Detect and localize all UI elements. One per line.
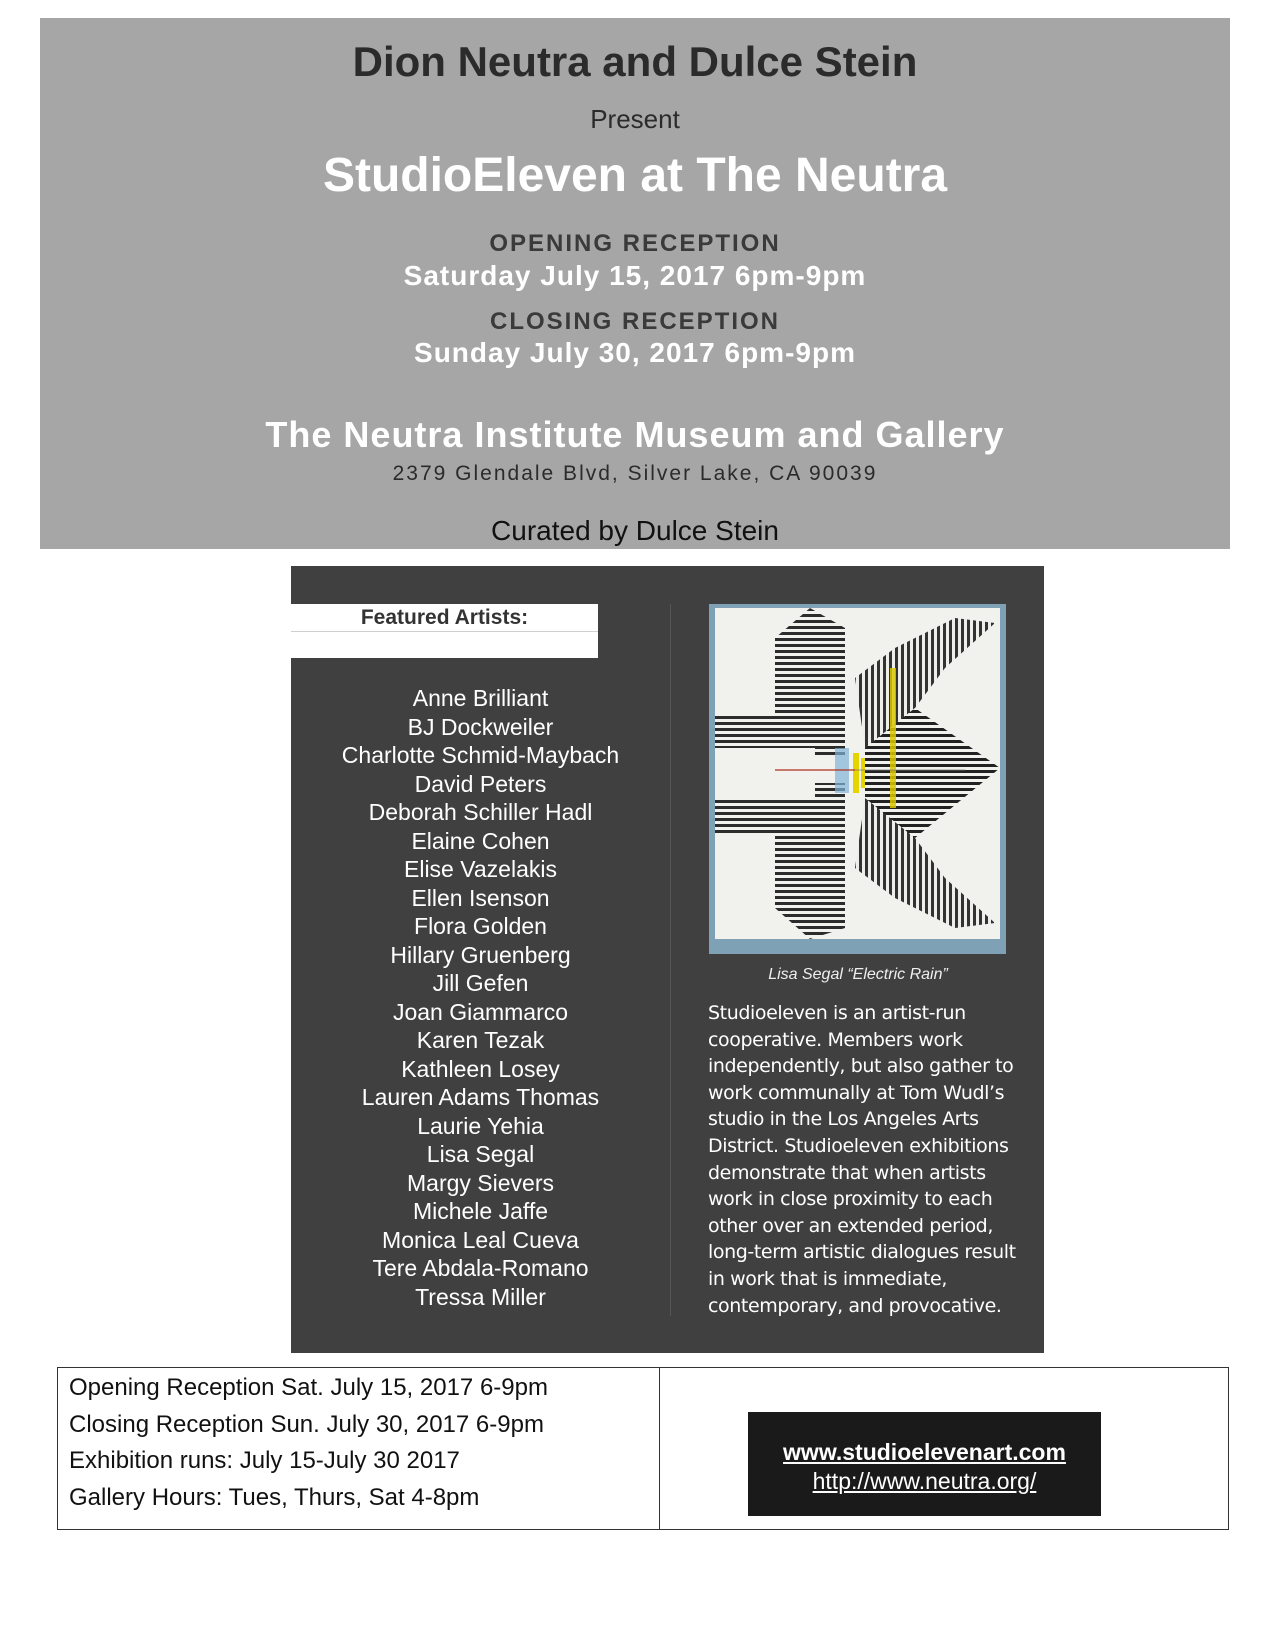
artist-name: Tressa Miller [415,1283,546,1310]
venue-name: The Neutra Institute Museum and Gallery [265,414,1005,455]
artist-name: Ellen Isenson [411,884,550,911]
show-title: StudioEleven at The Neutra [322,149,948,202]
artwork-caption: Lisa Segal “Electric Rain” [768,966,948,983]
opening-reception-label: OPENING RECEPTION [489,230,781,257]
artwork-image [709,604,1006,954]
studioeleven-link[interactable]: www.studioelevenart.com [783,1439,1066,1465]
artist-list [291,684,670,1311]
artist-name: David Peters [414,770,547,797]
artist-name: Elaine Cohen [411,827,550,854]
artist-name: BJ Dockweiler [407,713,554,740]
artist-name: Tere Abdala-Romano [372,1255,589,1281]
description-line: independently, but also gather to [708,1055,1014,1078]
artist-name: Deborah Schiller Hadl [368,799,593,825]
artwork-paper [715,608,1000,939]
description-line: District. Studioeleven exhibitions [708,1134,1009,1157]
featured-artists-title: Featured Artists: [360,606,529,629]
description-line: demonstrate that when artists [708,1161,986,1184]
neutra-link[interactable]: http://www.neutra.org/ [812,1468,1037,1494]
panel-divider [670,604,671,1316]
presenters-heading: Dion Neutra and Dulce Stein [352,38,918,85]
description-line: other over an extended period, [708,1214,993,1237]
artwork-graphic [715,608,1000,939]
header-banner [40,18,1230,549]
featured-artists-header [291,604,598,658]
description-line: contemporary, and provocative. [708,1294,1002,1317]
artist-name: Anne Brilliant [412,685,549,711]
footer-box [57,1367,1229,1530]
studioeleven-description [708,1000,1018,1319]
description-line: in work that is immediate, [708,1267,947,1290]
description-line: Studioeleven is an artist-run [708,1002,966,1024]
info-line: Closing Reception Sun. July 30, 2017 6-9pm [69,1410,544,1438]
closing-reception-label: CLOSING RECEPTION [489,308,781,335]
artist-name: Laurie Yehia [417,1112,544,1139]
opening-reception-date: Saturday July 15, 2017 6pm-9pm [403,260,867,291]
footer-divider [659,1368,660,1529]
artist-name: Lisa Segal [426,1141,535,1167]
description-line: long-term artistic dialogues result [708,1241,1016,1264]
closing-reception-date: Sunday July 30, 2017 6pm-9pm [414,337,856,368]
links-box [748,1412,1101,1516]
artist-name: Monica Leal Cueva [382,1226,579,1253]
artist-name: Charlotte Schmid-Maybach [341,742,620,768]
description-line: cooperative. Members work [708,1028,963,1051]
description-line: studio in the Los Angeles Arts [708,1108,979,1131]
artist-name: Hillary Gruenberg [390,941,571,968]
venue-address: 2379 Glendale Blvd, Silver Lake, CA 90039 [392,462,878,485]
artist-name: Michele Jaffe [412,1198,549,1224]
artist-name: Karen Tezak [416,1027,545,1053]
artist-name: Jill Gefen [432,970,529,996]
info-line: Opening Reception Sat. July 15, 2017 6-9pm [69,1374,548,1401]
artist-name: Lauren Adams Thomas [361,1084,600,1110]
featured-panel [291,566,1044,1353]
exhibition-info [69,1370,548,1516]
description-line: work in close proximity to each [708,1188,993,1211]
description-line: work communally at Tom Wudl’s [708,1081,1005,1104]
artist-name: Kathleen Losey [401,1055,560,1082]
artist-name: Joan Giammarco [392,998,569,1025]
present-text: Present [590,104,680,134]
info-line: Exhibition runs: July 15-July 30 2017 [69,1447,460,1474]
featured-rule [291,631,598,632]
info-line: Gallery Hours: Tues, Thurs, Sat 4-8pm [69,1483,480,1511]
artist-name: Margy Sievers [407,1169,554,1196]
artist-name: Elise Vazelakis [404,856,557,882]
curator-credit: Curated by Dulce Stein [491,515,779,546]
artist-name: Flora Golden [414,913,547,939]
